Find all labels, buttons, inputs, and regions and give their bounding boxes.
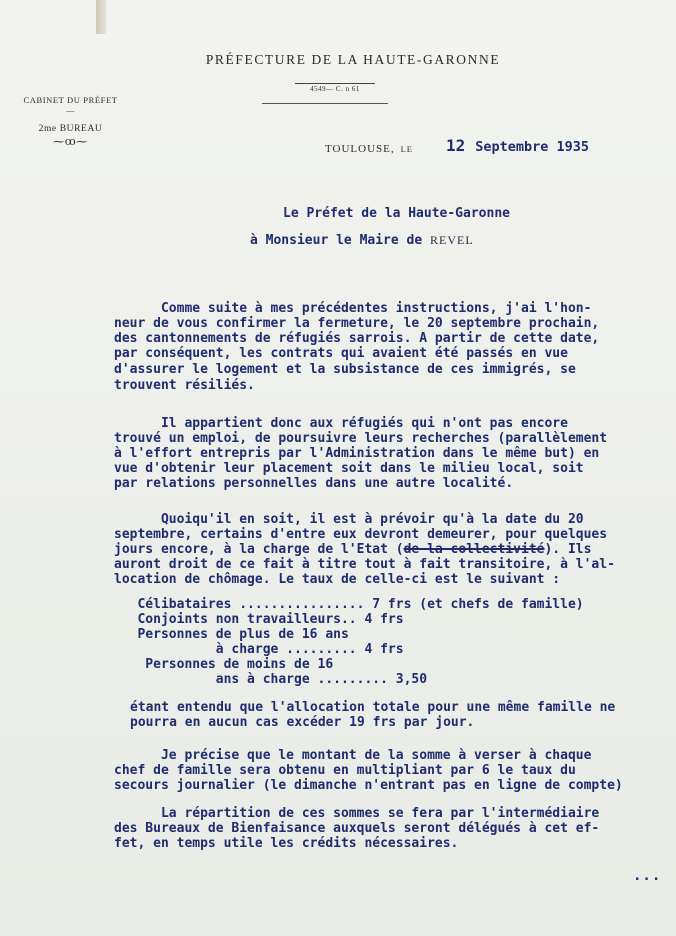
p1-line-2: neur de vous confirmer la fermeture, le 20 septembre prochain, bbox=[114, 316, 600, 331]
continuation-dots: ... bbox=[633, 868, 662, 884]
p3-line-3 bbox=[114, 542, 591, 557]
letter-date bbox=[446, 136, 589, 155]
rate-row: Personnes de plus de 16 ans bbox=[114, 627, 349, 642]
p4-line-2: pourra en aucun cas excéder 19 frs par jour. bbox=[130, 715, 475, 730]
p6-line-1: La répartition de ces sommes se fera par l'intermédiaire bbox=[114, 806, 600, 821]
p2-line-5: par relations personnelles dans une autre localité. bbox=[114, 476, 514, 491]
p1-line-4: par conséquent, les contrats qui avaient été passés en vue bbox=[114, 346, 568, 361]
place-le: LE bbox=[400, 144, 413, 154]
p5-line-3: secours journalier (le dimanche n'entrant pas en ligne de compte) bbox=[114, 778, 623, 793]
rate-row: Personnes de moins de 16 bbox=[114, 657, 334, 672]
bureau-label: 2me BUREAU bbox=[38, 124, 103, 134]
p1-line-3: des cantonnements de réfugiés sarrois. A partir de cette date, bbox=[114, 331, 600, 346]
recipient-town: REVEL bbox=[430, 233, 474, 247]
struck-text: de la collectivité bbox=[403, 542, 545, 557]
p3-line-1: Quoiqu'il en soit, il est à prévoir qu'à la date du 20 bbox=[114, 512, 584, 527]
date-month-year: Septembre 1935 bbox=[475, 139, 590, 155]
p5-line-1: Je précise que le montant de la somme à verser à chaque bbox=[114, 748, 592, 763]
p6-line-2: des Bureaux de Bienfaisance auxquels seront délégués à cet ef- bbox=[114, 821, 600, 836]
p6-line-3: fet, en temps utile les crédits nécessaires. bbox=[114, 836, 459, 851]
cabinet-block bbox=[18, 94, 123, 150]
cabinet-separator: — bbox=[66, 106, 75, 115]
prefecture-header: PRÉFECTURE DE LA HAUTE-GARONNE bbox=[205, 52, 501, 67]
date-day: 12 bbox=[446, 136, 466, 155]
p2-line-2: trouvé un emploi, de poursuivre leurs recherches (parallèlement bbox=[114, 431, 608, 446]
p4-line-1: étant entendu que l'allocation totale pour une même famille ne bbox=[130, 700, 616, 715]
p3-line-5: location de chômage. Le taux de celle-ci est le suivant : bbox=[114, 572, 561, 587]
rate-row: Célibataires ................ 7 frs (et chefs de famille) bbox=[114, 597, 584, 612]
header-rule bbox=[262, 103, 388, 104]
place-line bbox=[325, 143, 413, 155]
p3-line-2: septembre, certains d'entre eux devront demeurer, pour quelques bbox=[114, 527, 608, 542]
p1-line-5: d'assurer le logement et la subsistance de ces immigrés, se bbox=[114, 362, 576, 377]
rate-row: à charge ......... 4 frs bbox=[114, 642, 404, 657]
p2-line-4: vue d'obtenir leur placement soit dans le milieu local, soit bbox=[114, 461, 584, 476]
recipient-prefix: à Monsieur le Maire de bbox=[250, 233, 423, 248]
p3-line-3-start: jours encore, à la charge de l'Etat ( bbox=[114, 542, 404, 557]
paper-clip-mark bbox=[96, 0, 106, 34]
form-reference: 4549— C. n 61 bbox=[295, 83, 375, 93]
rate-row: ans à charge ......... 3,50 bbox=[114, 672, 428, 687]
cabinet-label: CABINET DU PRÉFET bbox=[23, 95, 118, 105]
p5-line-2: chef de famille sera obtenu en multipliant par 6 le taux du bbox=[114, 763, 576, 778]
place-name: TOULOUSE, bbox=[325, 143, 395, 155]
p3-line-4: auront droit de ce fait à titre tout à fait transitoire, à l'al- bbox=[114, 557, 615, 572]
p3-line-3-end: ). Ils bbox=[544, 542, 592, 557]
recipient-line bbox=[250, 233, 474, 248]
p2-line-1: Il appartient donc aux réfugiés qui n'ont pas encore bbox=[114, 416, 568, 431]
rate-row: Conjoints non travailleurs.. 4 frs bbox=[114, 612, 404, 627]
sender-line: Le Préfet de la Haute-Garonne bbox=[283, 206, 510, 221]
p1-line-6: trouvent résiliés. bbox=[114, 378, 255, 393]
ornament-icon: ⁓ꝏ⁓ bbox=[53, 136, 88, 148]
p1-line-1: Comme suite à mes précédentes instructions, j'ai l'hon- bbox=[114, 301, 592, 316]
p2-line-3: à l'effort entrepris par l'Administration dans le même but) en bbox=[114, 446, 600, 461]
